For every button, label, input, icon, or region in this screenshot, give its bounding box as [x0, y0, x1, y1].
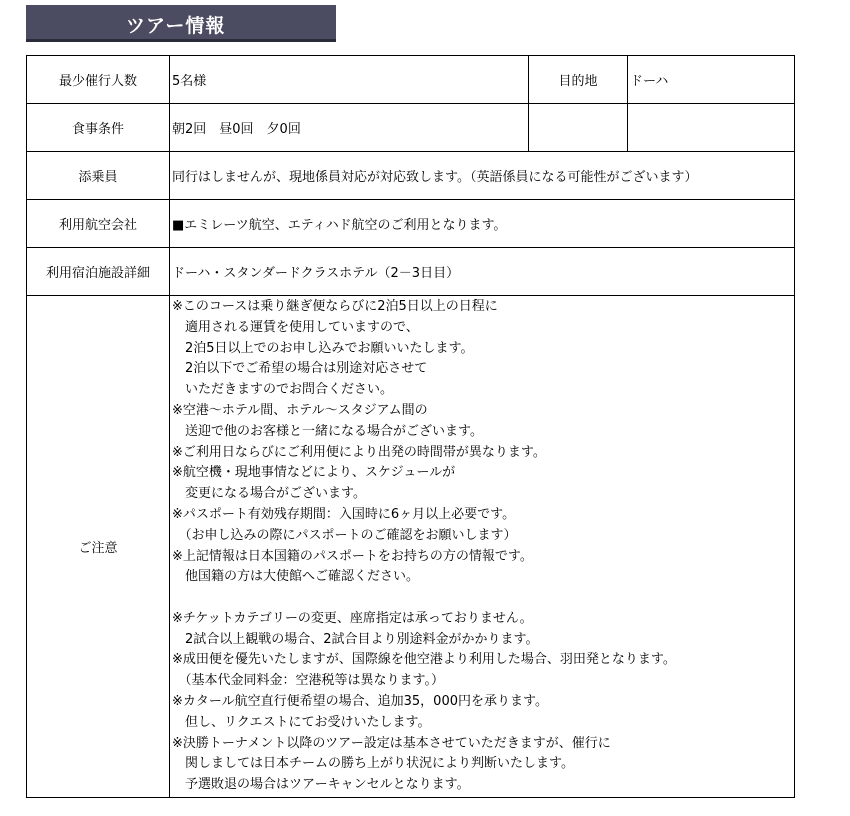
- note-line: ※ご利用日ならびにご利用便により出発の時間帯が異なります。: [172, 444, 546, 460]
- row-escort: [27, 152, 795, 200]
- meals-empty-cell-2: [628, 104, 795, 152]
- row-meals: [27, 104, 795, 152]
- meals-label: 食事条件: [27, 104, 170, 152]
- note-line: 送迎で他のお客様と一緒になる場合がございます。: [172, 423, 483, 439]
- notes-label: ご注意: [27, 296, 170, 798]
- note-line: ※航空機・現地事情などにより、スケジュールが: [172, 465, 456, 481]
- note-line: 2試合以上観戦の場合、2試合目より別途料金がかかります。: [172, 631, 539, 647]
- hotel-label: 利用宿泊施設詳細: [27, 248, 170, 296]
- note-line: 変更になる場合がございます。: [172, 486, 366, 502]
- note-line: ※このコースは乗り継ぎ便ならびに2泊5日以上の日程に: [172, 298, 498, 314]
- row-notes: [27, 296, 795, 798]
- note-line: ※パスポート有効残存期間：入国時に6ヶ月以上必要です。: [172, 506, 516, 522]
- note-line: 2泊5日以上でのお申し込みでお願いいたします。: [172, 340, 474, 356]
- note-line: 関しましては日本チームの勝ち上がり状況により判断いたします。: [172, 756, 574, 772]
- min-people-label: 最少催行人数: [27, 56, 170, 104]
- row-min-people: [27, 56, 795, 104]
- airline-label: 利用航空会社: [27, 200, 170, 248]
- note-line: 適用される運賃を使用していますので、: [172, 319, 419, 335]
- note-line: ※成田便を優先いたしますが、国際線を他空港より利用した場合、羽田発となります。: [172, 652, 676, 668]
- note-line: 但し、リクエストにてお受けいたします。: [172, 714, 431, 730]
- note-line: （基本代金同料金：空港税等は異なります。）: [172, 673, 444, 689]
- destination-label: 目的地: [529, 56, 628, 104]
- note-line: ※カタール航空直行便希望の場合、追加35，000円を承ります。: [172, 694, 548, 710]
- meals-value: 朝2回 昼0回 夕0回: [170, 104, 529, 152]
- note-line: （お申し込みの際にパスポートのご確認をお願いします）: [172, 527, 517, 543]
- row-airline: [27, 200, 795, 248]
- section-title-bar: [26, 5, 336, 42]
- row-hotel: [27, 248, 795, 296]
- tour-info-table: [26, 55, 795, 798]
- min-people-value: 5名様: [170, 56, 529, 104]
- note-line-blank: [172, 588, 792, 609]
- hotel-value: ドーハ・スタンダードクラスホテル（2－3日目）: [170, 248, 795, 296]
- note-line: ※空港～ホテル間、ホテル～スタジアム間の: [172, 402, 428, 418]
- escort-label: 添乗員: [27, 152, 170, 200]
- note-line: ※決勝トーナメント以降のツアー設定は基本させていただきますが、催行に: [172, 735, 611, 751]
- note-line: ※上記情報は日本国籍のパスポートをお持ちの方の情報です。: [172, 548, 533, 564]
- note-line: 2泊以下でご希望の場合は別途対応させて: [172, 361, 428, 377]
- notes-value: [170, 296, 795, 798]
- note-line: いただきますのでお問合ください。: [172, 382, 394, 398]
- airline-value: ■エミレーツ航空、エティハド航空のご利用となります。: [170, 200, 795, 248]
- note-line: 予選敗退の場合はツアーキャンセルとなります。: [172, 777, 470, 793]
- destination-value: ドーハ: [628, 56, 795, 104]
- note-line: ※チケットカテゴリーの変更、座席指定は承っておりません。: [172, 610, 533, 626]
- section-title: ツアー情報: [126, 15, 226, 37]
- escort-value: 同行はしませんが、現地係員対応が対応致します。（英語係員になる可能性がございます）: [170, 152, 795, 200]
- meals-empty-cell-1: [529, 104, 628, 152]
- note-line: 他国籍の方は大使館へご確認ください。: [172, 569, 420, 585]
